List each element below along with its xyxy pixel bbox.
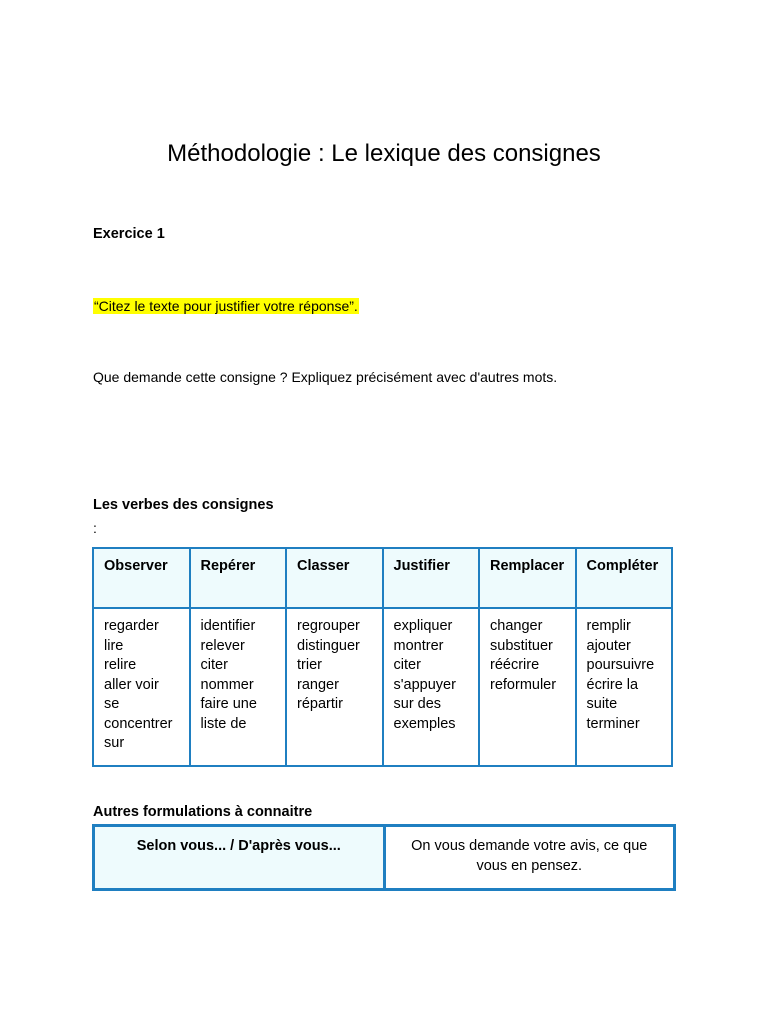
- column-header-remplacer: Remplacer: [479, 548, 576, 608]
- verb-item: remplir: [586, 618, 631, 634]
- verb-item: faire une liste de: [200, 696, 257, 732]
- column-header-observer: Observer: [93, 548, 190, 608]
- verb-item: substituer: [490, 637, 553, 654]
- verbs-table-row: [93, 608, 672, 766]
- column-header-justifier: Justifier: [383, 548, 480, 608]
- other-formulations-heading: Autres formulations à connaitre: [93, 804, 313, 820]
- verbs-cell-observer: [93, 608, 190, 766]
- table-row: [94, 826, 675, 890]
- verb-item: citer: [393, 657, 421, 673]
- colon-text: :: [93, 520, 97, 536]
- verb-item: s'appuyer sur des exemples: [393, 676, 456, 732]
- verb-item: poursuivre: [586, 657, 655, 673]
- verb-item: distinguer: [297, 637, 360, 654]
- verb-item: montrer: [393, 637, 444, 654]
- column-header-completer: Compléter: [576, 548, 673, 608]
- verb-item: citer: [200, 657, 228, 673]
- column-header-classer: Classer: [286, 548, 383, 608]
- verb-item: changer: [490, 618, 543, 634]
- verbs-cell-classer: [286, 608, 383, 766]
- verb-item: ajouter: [586, 637, 631, 654]
- verbs-table: [92, 547, 673, 767]
- verb-item: regrouper: [297, 618, 360, 634]
- exercise-question: Que demande cette consigne ? Expliquez précisément avec d'autres mots.: [93, 369, 558, 385]
- verb-item: ranger: [297, 676, 339, 693]
- page-title: Méthodologie : Le lexique des consignes: [167, 140, 601, 167]
- verbs-cell-remplacer: [479, 608, 576, 766]
- verb-item: se concentrer sur: [104, 696, 173, 751]
- verb-item: relever: [200, 637, 245, 654]
- verb-item: aller voir: [104, 676, 159, 693]
- verb-item: identifier: [200, 618, 256, 634]
- column-header-reperer: Repérer: [190, 548, 287, 608]
- verb-item: réécrire: [490, 657, 540, 673]
- other-formulations-table: [92, 824, 676, 891]
- verb-item: expliquer: [393, 618, 453, 634]
- verbs-table-header-row: [93, 548, 672, 608]
- verb-item: répartir: [297, 696, 343, 712]
- verb-item: regarder: [104, 618, 159, 634]
- verb-item: terminer: [586, 715, 640, 732]
- verb-item: relire: [104, 657, 137, 673]
- verbs-cell-completer: [576, 608, 673, 766]
- formulation-meaning: On vous demande votre avis, ce que vous en pensez.: [384, 826, 675, 890]
- verb-item: trier: [297, 657, 322, 673]
- verb-item: lire: [104, 637, 124, 654]
- verb-item: reformuler: [490, 676, 557, 693]
- verb-item: écrire la suite: [586, 676, 639, 712]
- verbs-cell-reperer: [190, 608, 287, 766]
- exercise-heading: Exercice 1: [93, 226, 165, 242]
- formulation-phrase: Selon vous... / D'après vous...: [94, 826, 385, 890]
- verbs-cell-justifier: [383, 608, 480, 766]
- highlighted-instruction: “Citez le texte pour justifier votre réponse”.: [94, 298, 358, 314]
- verb-item: nommer: [200, 676, 254, 693]
- verbs-section-heading: Les verbes des consignes: [93, 497, 274, 513]
